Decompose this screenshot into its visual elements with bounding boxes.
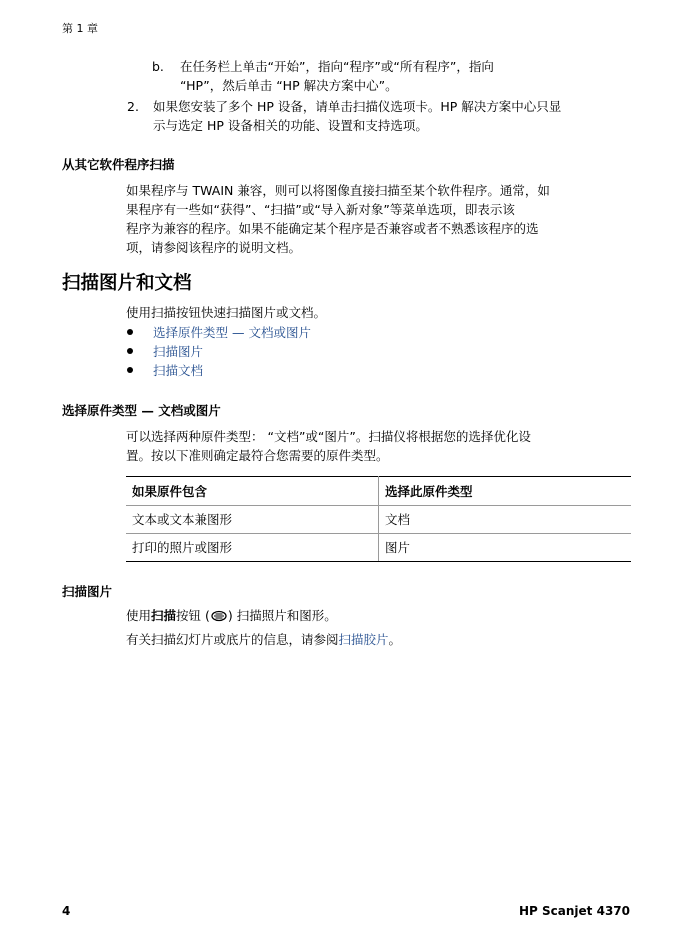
text-segment: 按钮 ( [176,608,210,623]
scan-button-name: 扫描 [151,608,177,623]
table-row [126,506,631,534]
table-cell: 文档 [379,506,632,534]
table-header-row [126,477,631,506]
heading-choose-original-type: 选择原件类型 — 文档或图片 [62,403,221,418]
product-name: HP Scanjet 4370 [519,904,630,918]
scan-picture-line-1 [126,606,630,627]
table-header-cell: 如果原件包含 [126,477,379,506]
link-scan-picture[interactable]: 扫描图片 [153,344,204,359]
scan-picture-line-2 [126,630,630,649]
choose-type-line-2: 置。按以下准则确定最符合您需要的原件类型。 [126,448,389,463]
table-cell: 图片 [379,534,632,562]
other-software-line-1: 如果程序与 TWAIN 兼容，则可以将图像直接扫描至某个软件程序。通常，如 [126,183,550,198]
heading-scan-pictures-documents: 扫描图片和文档 [62,273,192,294]
step-2-line-1: 如果您安装了多个 HP 设备，请单击扫描仪选项卡。HP 解决方案中心只显 [153,99,562,114]
link-scan-film[interactable]: 扫描胶片 [338,632,389,647]
link-scan-document[interactable]: 扫描文档 [153,363,204,378]
step-b-line-2: “HP”，然后单击 “HP 解决方案中心”。 [180,78,398,93]
step-b-marker: b. [152,59,164,74]
step-2-marker: 2. [127,99,139,114]
choose-type-line-1: 可以选择两种原件类型： “文档”或“图片”。扫描仪将根据您的选择优化设 [126,429,531,444]
link-choose-original-type[interactable]: 选择原件类型 — 文档或图片 [153,325,311,340]
text-segment: 有关扫描幻灯片或底片的信息，请参阅 [126,632,339,647]
other-software-line-3: 程序为兼容的程序。如果不能确定某个程序是否兼容或者不熟悉该程序的选 [126,221,539,236]
table-header-cell: 选择此原件类型 [379,477,632,506]
table-cell: 文本或文本兼图形 [126,506,379,534]
bullet-dot [127,367,133,373]
bullet-dot [127,348,133,354]
step-2-line-2: 示与选定 HP 设备相关的功能、设置和支持选项。 [153,118,428,133]
other-software-line-2: 果程序有一些如“获得”、“扫描”或“导入新对象”等菜单选项，即表示该 [126,202,515,217]
other-software-line-4: 项，请参阅该程序的说明文档。 [126,240,302,255]
heading-scan-picture: 扫描图片 [62,584,113,599]
table-cell: 打印的照片或图形 [126,534,379,562]
original-type-table [126,476,631,562]
heading-other-software: 从其它软件程序扫描 [62,157,175,172]
step-b-line-1: 在任务栏上单击“开始”，指向“程序”或“所有程序”，指向 [180,59,494,74]
text-segment: 。 [388,632,402,647]
chapter-label: 第 1 章 [62,22,98,35]
text-segment: 使用 [126,608,152,623]
scan-intro: 使用扫描按钮快速扫描图片或文档。 [126,305,327,320]
bullet-dot [127,329,133,335]
text-segment: ) 扫描照片和图形。 [227,608,337,623]
page-number: 4 [62,904,71,918]
scan-picture-button-icon [211,608,227,627]
table-row [126,534,631,562]
